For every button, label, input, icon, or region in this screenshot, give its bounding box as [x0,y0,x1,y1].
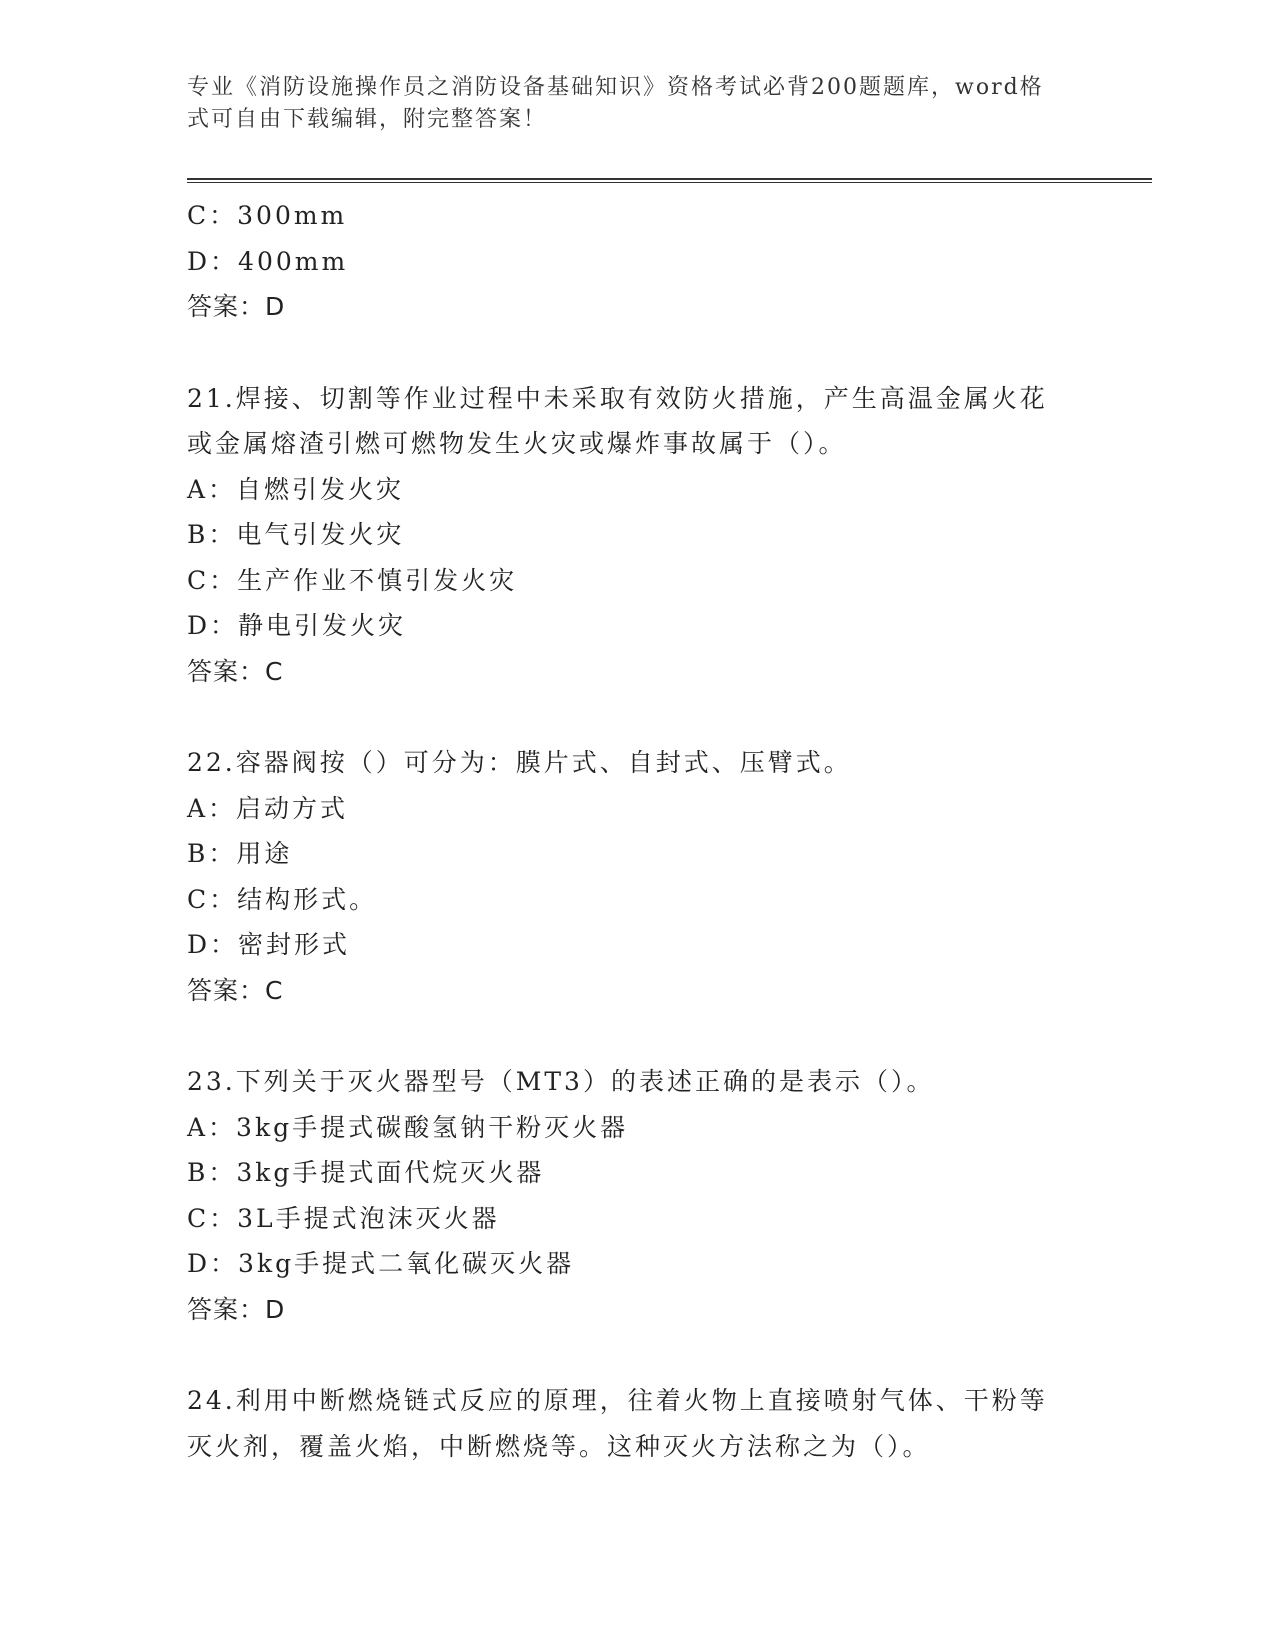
option-a: A：3kg手提式碳酸氢钠干粉灭火器 [187,1112,629,1142]
spacer [187,1013,1147,1059]
question-21 [187,376,1147,695]
header-line-1: 专业《消防设施操作员之消防设备基础知识》资格考试必背200题题库，word格 [187,75,1044,100]
option-d: D：静电引发火灾 [187,611,407,640]
question-24 [187,1378,1147,1469]
option-d: D：3kg手提式二氧化碳灭火器 [187,1249,575,1278]
document-header [187,72,1087,136]
spacer [187,330,1147,376]
question-text: 或金属熔渣引燃可燃物发生火灾或爆炸事故属于（）。 [187,429,847,458]
answer-line: 答案：D [187,292,286,321]
option-d: D：密封形式 [187,930,351,959]
option-c: C：3L手提式泡沫灭火器 [187,1203,500,1233]
spacer [187,694,1147,740]
option-c: C：结构形式。 [187,884,378,914]
question-list [187,193,1147,1469]
header-divider [187,178,1152,183]
header-line-2: 式可自由下载编辑，附完整答案！ [187,107,548,132]
question-23 [187,1059,1147,1332]
question-text: 23.下列关于灭火器型号（MT3）的表述正确的是表示（）。 [187,1067,935,1096]
question-text: 24.利用中断燃烧链式反应的原理，往着火物上直接喷射气体、干粉等 [187,1386,1048,1415]
question-text: 22.容器阀按（）可分为：膜片式、自封式、压臂式。 [187,748,852,777]
option-b: B：用途 [187,839,293,868]
answer-line: 答案：C [187,656,284,686]
spacer [187,1332,1147,1378]
option-b: B：3kg手提式面代烷灭火器 [187,1158,545,1187]
option-a: A：启动方式 [187,793,349,823]
question-text: 21.焊接、切割等作业过程中未采取有效防火措施，产生高温金属火花 [187,383,1048,413]
question-text: 灭火剂，覆盖火焰，中断燃烧等。这种灭火方法称之为（）。 [187,1431,931,1461]
option-c: C：生产作业不慎引发火灾 [187,565,518,595]
question-22 [187,740,1147,1013]
option-c: C：300mm [187,201,348,230]
answer-line: 答案：D [187,1294,286,1324]
answer-line: 答案：C [187,975,284,1005]
option-b: B：电气引发火灾 [187,520,405,549]
option-d: D：400mm [187,246,349,276]
option-a: A：自燃引发火灾 [187,474,405,504]
